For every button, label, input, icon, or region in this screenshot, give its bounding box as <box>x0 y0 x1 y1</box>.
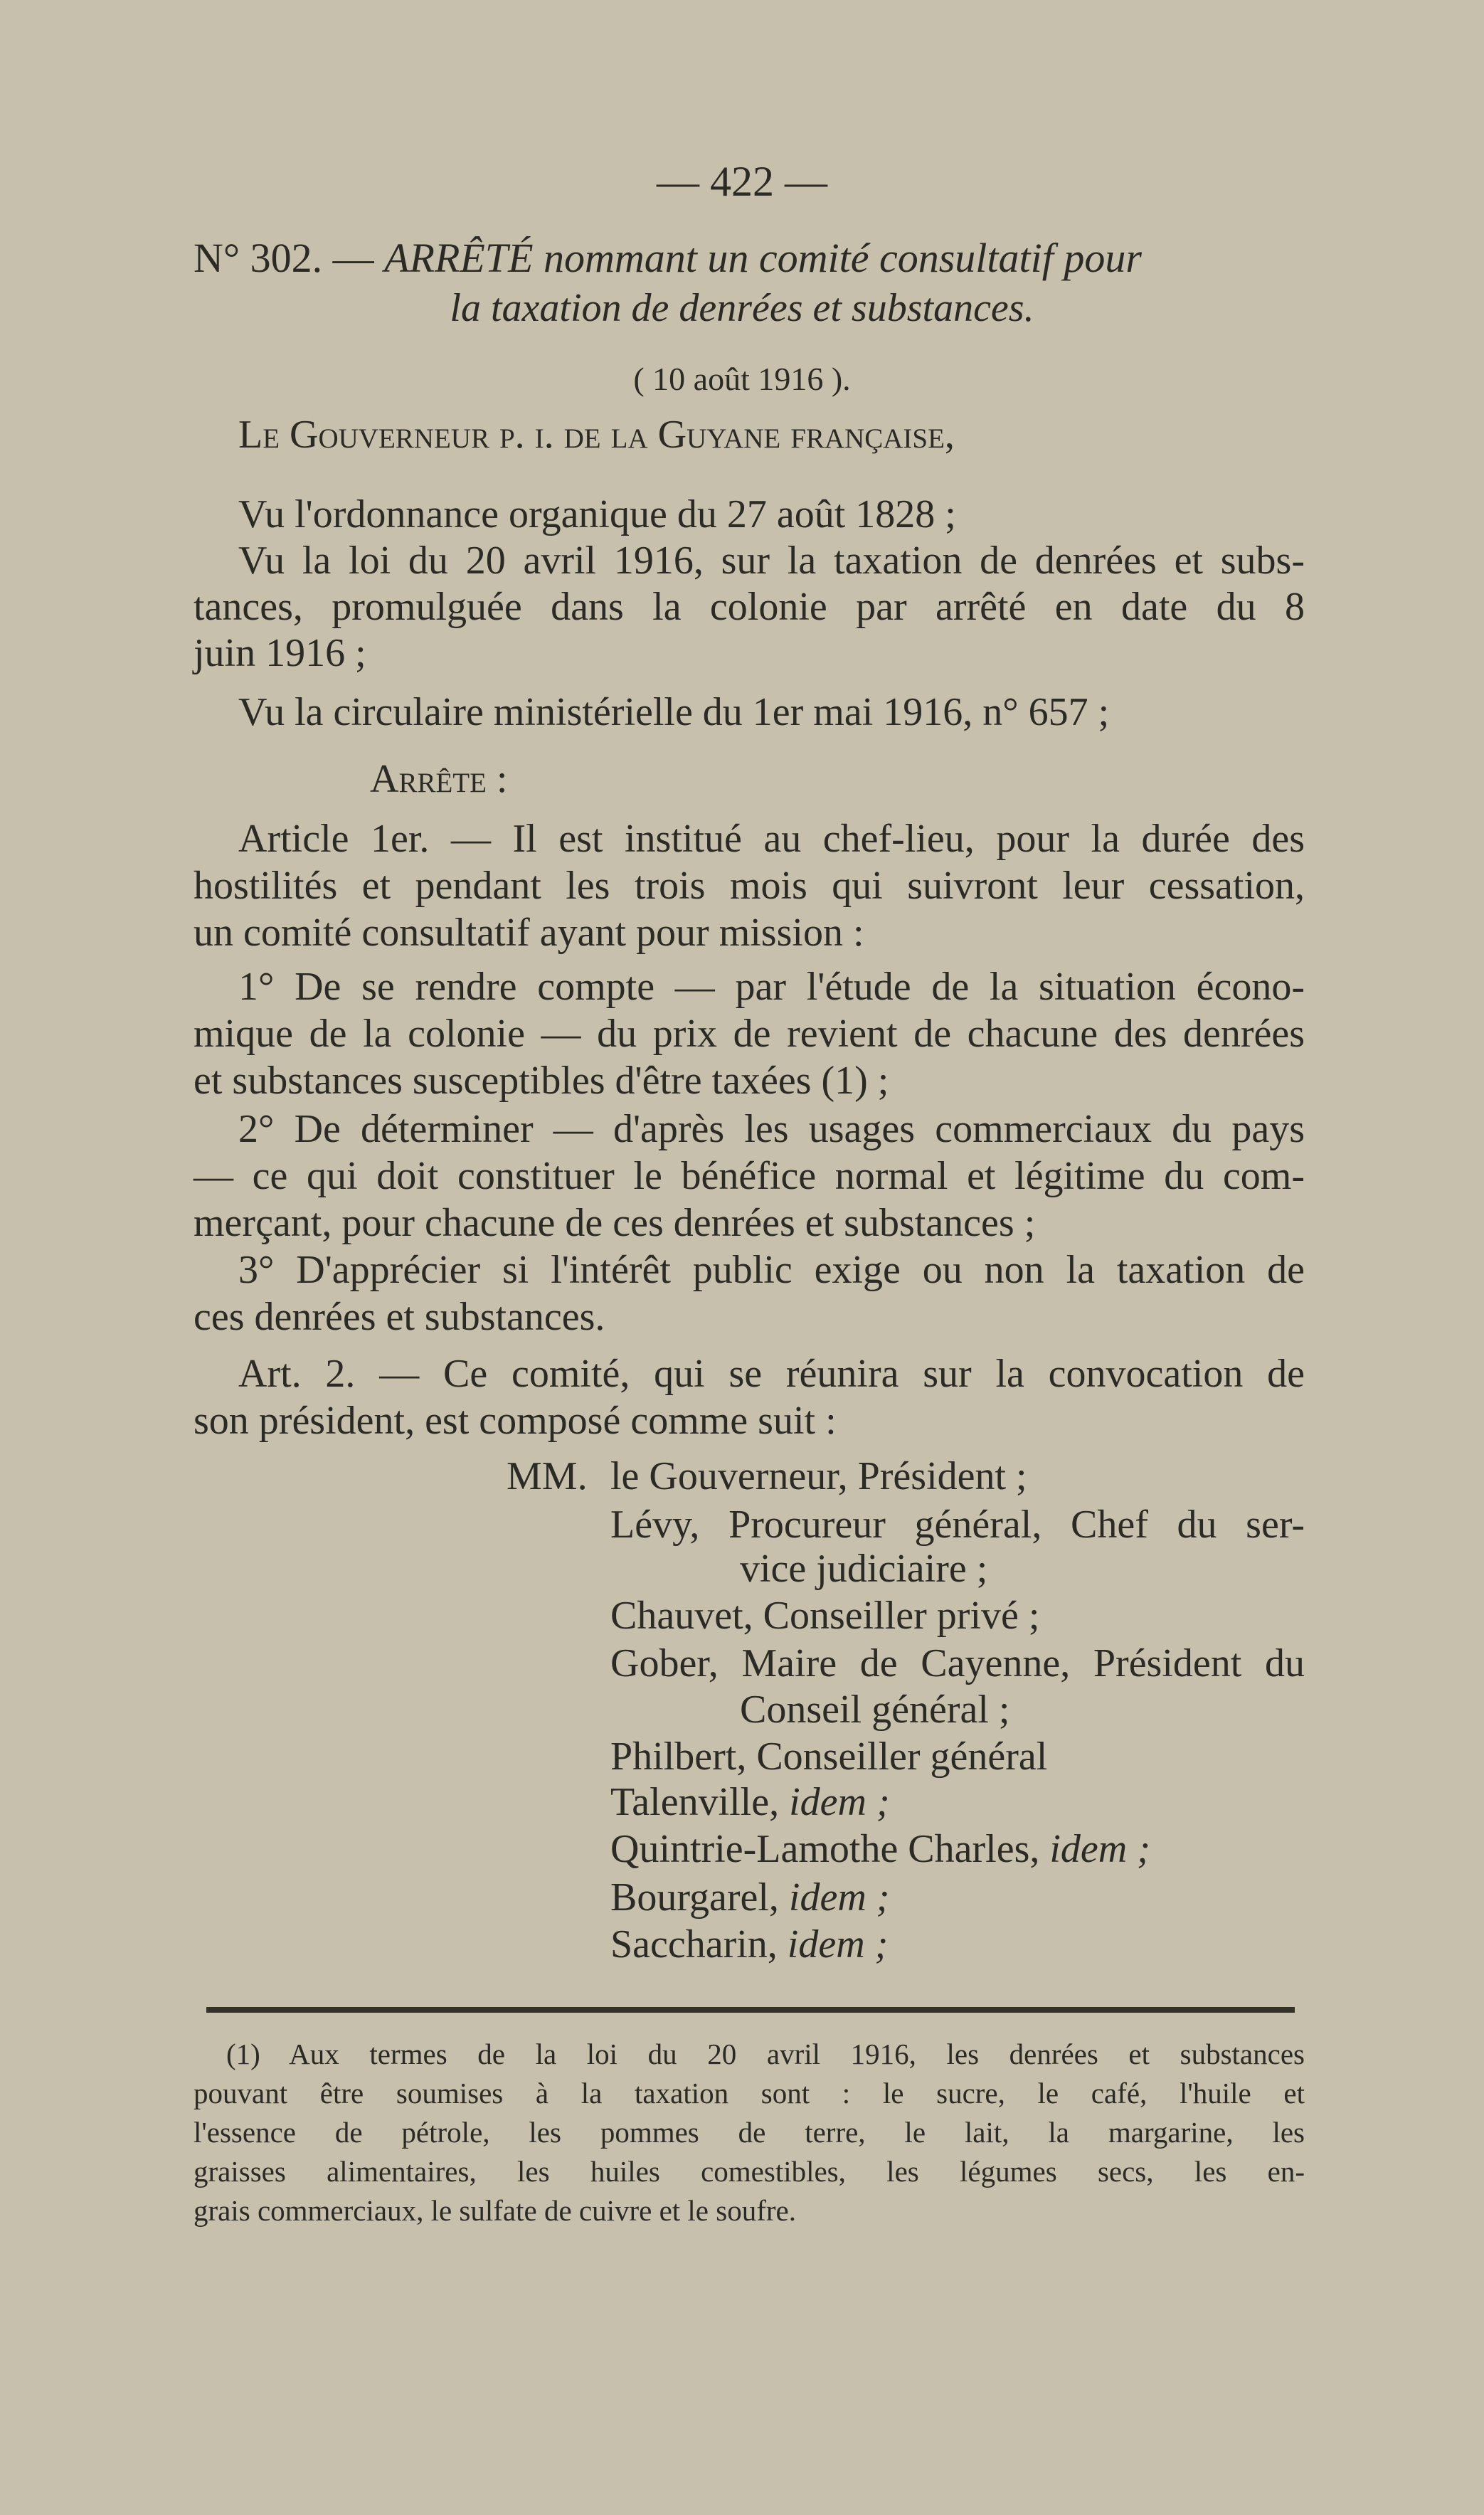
member-talenville <box>610 1779 890 1826</box>
idem-label: idem ; <box>1049 1827 1150 1871</box>
member-quintrie-name: Quintrie-Lamothe Charles, <box>610 1827 1040 1871</box>
mission2-line1: 2° De déterminer — d'après les usages commerciaux du pays <box>238 1107 1305 1151</box>
idem-label: idem ; <box>788 1875 890 1920</box>
footnote-line1: (1) Aux termes de la loi du 20 avril 1916, les denrées et substances <box>226 2038 1305 2070</box>
visa-loi-line1: Vu la loi du 20 avril 1916, sur la taxation de denrées et subs- <box>238 539 1305 583</box>
member-bourgarel-name: Bourgarel, <box>610 1875 779 1920</box>
arrete-heading: Arrête : <box>370 757 508 801</box>
footnote-line4: graisses alimentaires, les huiles comestibles, les légumes secs, les en- <box>194 2155 1305 2188</box>
member-saccharin-name: Saccharin, <box>610 1922 778 1966</box>
visa-circulaire: Vu la circulaire ministérielle du 1er mai 1916, n° 657 ; <box>238 690 1110 734</box>
article1-line1: Article 1er. — Il est institué au chef-lieu, pour la durée des <box>238 817 1305 861</box>
member-chauvet: Chauvet, Conseiller privé ; <box>610 1594 1040 1638</box>
idem-label: idem ; <box>789 1780 890 1824</box>
footnote-line3: l'essence de pétrole, les pommes de terre, le lait, la margarine, les <box>194 2116 1305 2149</box>
member-quintrie <box>610 1826 1150 1873</box>
member-gober-line2: Conseil général ; <box>740 1688 1010 1732</box>
article1-line3: un comité consultatif ayant pour mission : <box>194 911 864 955</box>
idem-label: idem ; <box>787 1922 889 1966</box>
mission3-line2: ces denrées et substances. <box>194 1295 605 1339</box>
governor-line: Le Gouverneur p. i. de la Guyane française, <box>238 413 955 457</box>
mission2-line2: — ce qui doit constituer le bénéfice normal et légitime du com- <box>194 1154 1305 1198</box>
mission1-line3: et substances susceptibles d'être taxées (1) ; <box>194 1059 889 1103</box>
visa-ordonnance: Vu l'ordonnance organique du 27 août 1828 ; <box>238 492 956 536</box>
title-rest: nommant un comité consultatif pour <box>533 235 1142 281</box>
footnote-separator <box>206 2007 1295 2013</box>
member-gober-line1: Gober, Maire de Cayenne, Président du <box>610 1641 1305 1685</box>
footnote-line2: pouvant être soumises à la taxation sont : le sucre, le café, l'huile et <box>194 2077 1305 2109</box>
title-caps: ARRÊTÉ <box>384 235 534 281</box>
title-dash: — <box>322 235 385 281</box>
members-prefix: MM. <box>507 1454 588 1498</box>
mission1-line2: mique de la colonie — du prix de revient de chacune des denrées <box>194 1012 1305 1056</box>
mission2-line3: merçant, pour chacune de ces denrées et substances ; <box>194 1201 1036 1245</box>
article2-line2: son président, est composé comme suit : <box>194 1399 837 1443</box>
article1-line2: hostilités et pendant les trois mois qui suivront leur cessation, <box>194 864 1305 908</box>
member-saccharin <box>610 1921 888 1968</box>
decree-date: ( 10 août 1916 ). <box>633 361 851 397</box>
mission3-line1: 3° D'apprécier si l'intérêt public exige ou non la taxation de <box>238 1248 1305 1292</box>
member-bourgarel <box>610 1874 889 1921</box>
decree-title-line2: la taxation de denrées et substances. <box>450 286 1034 330</box>
article2-line1: Art. 2. — Ce comité, qui se réunira sur la convocation de <box>238 1352 1305 1396</box>
decree-title <box>194 235 1305 282</box>
mission1-line1: 1° De se rendre compte — par l'étude de la situation écono- <box>238 965 1305 1009</box>
member-philbert: Philbert, Conseiller général <box>610 1735 1048 1779</box>
visa-loi-line2: tances, promulguée dans la colonie par arrêté en date du 8 <box>194 585 1305 629</box>
visa-loi-line3: juin 1916 ; <box>194 631 366 675</box>
member-levy-line1: Lévy, Procureur général, Chef du ser- <box>610 1503 1305 1547</box>
member-levy-line2: vice judiciaire ; <box>740 1547 988 1591</box>
footnote-line5: grais commerciaux, le sulfate de cuivre et le soufre. <box>194 2194 796 2227</box>
decree-number: N° 302. <box>194 235 323 281</box>
page-number: — 422 — <box>657 158 827 205</box>
member-governor: le Gouverneur, Président ; <box>610 1454 1027 1498</box>
member-talenville-name: Talenville, <box>610 1780 780 1824</box>
